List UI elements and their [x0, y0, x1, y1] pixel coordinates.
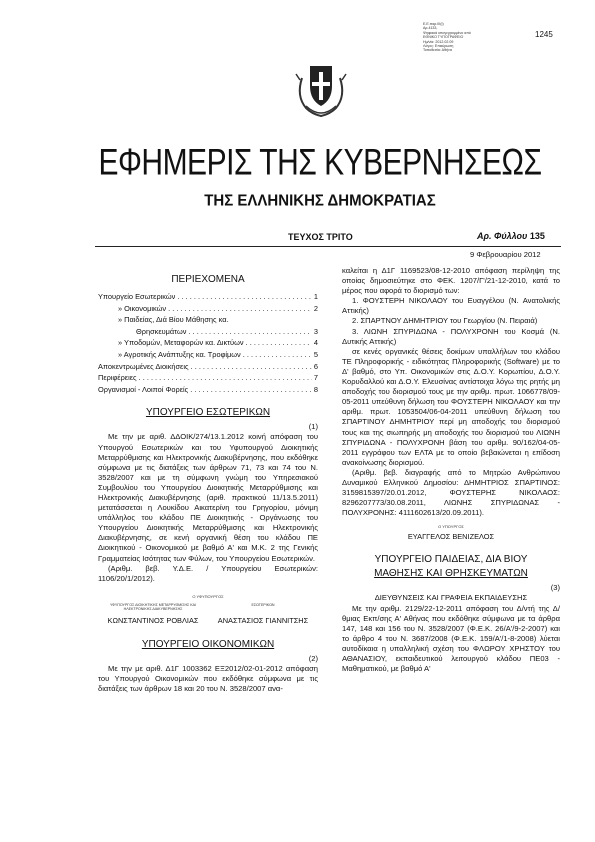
- section1-title: [98, 407, 318, 418]
- stamp-line: Ημ/νία: 2012.02.09: [423, 39, 454, 44]
- toc-list: [98, 291, 318, 395]
- sig-right-sub: ΕΣΩΤΕΡΙΚΩΝ: [251, 602, 275, 607]
- section3-title-line2: ΜΑΘΗΣΗΣ ΚΑΙ ΘΡΗΣΚΕΥΜΑΤΩΝ: [374, 568, 528, 580]
- sheet-label: Αρ. Φύλλου: [477, 231, 528, 241]
- section1-body: [98, 422, 318, 584]
- toc-heading: ΠΕΡΙΕΧΟΜΕΝΑ: [171, 274, 245, 285]
- toc-item-label: Υπουργείο Εσωτερικών . . .: [98, 291, 312, 303]
- sheet-number: [477, 231, 545, 241]
- issue-type: ΤΕΥΧΟΣ ΤΡΙΤΟ: [288, 232, 353, 242]
- stamp-line: Ψηφιακά υπογεγραμμένο από: [423, 30, 471, 35]
- section2-title-text: ΥΠΟΥΡΓΕΙΟ ΟΙΚΟΝΟΜΙΚΩΝ: [141, 638, 275, 650]
- top-right-stamp: [423, 22, 481, 53]
- section2-continued: καλείται η Δ1Γ 1169523/08-12-2010 απόφαση περίληψη της οποίας δημοσιεύτηκε στο ΦΕΚ. 1207/Γ'/21-12-2010, κατά το μέρος που αφορά το διορισμό των:: [342, 266, 560, 296]
- sig-left-sub: ΥΦΥΠΟΥΡΓΟΣ ΔΙΟΙΚΗΤΙΚΗΣ ΜΕΤΑΡΡΥΘΜΙΣΗΣ ΚΑΙ ΗΛΕΚΤΡΟΝΙΚΗΣ ΔΙΑΚΥΒΕΡΝΗΣΗΣ: [109, 602, 197, 611]
- toc-item[interactable]: [98, 303, 318, 315]
- section3-subhead: ΔΙΕΥΘΥΝΣΕΙΣ ΚΑΙ ΓΡΑΦΕΙΑ ΕΚΠΑΙΔΕΥΣΗΣ: [374, 593, 528, 603]
- toc-item-label: » Αγροτικής Ανάπτυξης κα. Τροφίμων . . .: [118, 349, 312, 361]
- section3-title: [342, 553, 560, 581]
- section2-item: 2. ΣΠΑΡΤΝΟΥ ΔΗΜΗΤΡΙΟΥ του Γεωργίου (Ν. Πειραιά): [352, 316, 538, 326]
- stamp-line: ΕΘΝΙΚΟ ΤΥΠΟΓΡΑΦΕΙΟ: [423, 35, 464, 40]
- section2-title: [98, 639, 318, 650]
- toc-item[interactable]: [98, 314, 318, 326]
- gazette-subtitle: ΤΗΣ ΕΛΛΗΝΙΚΗΣ ΔΗΜΟΚΡΑΤΙΑΣ: [204, 192, 436, 210]
- section2-number: (2): [308, 653, 318, 663]
- toc-item[interactable]: [98, 361, 318, 373]
- toc-item-label: » Οικονομικών . . .: [118, 303, 312, 315]
- section1-number: (1): [308, 422, 318, 432]
- sig-name: ΕΥΑΓΓΕΛΟΣ ΒΕΝΙΖΕΛΟΣ: [407, 532, 495, 542]
- right-column: [342, 266, 560, 674]
- toc-item-label: Θρησκευμάτων . . .: [136, 326, 312, 338]
- left-column: [98, 266, 318, 694]
- toc-item-label: » Υποδομών, Μεταφορών κα. Δικτύων . . .: [118, 337, 312, 349]
- header-rule: [95, 246, 561, 247]
- sig-grid: [98, 603, 318, 625]
- toc-item[interactable]: [98, 384, 318, 396]
- section2-body-left: [98, 654, 318, 694]
- toc-item-page: 2: [313, 303, 318, 313]
- toc-item[interactable]: [98, 326, 318, 338]
- section3-text: Με την αριθμ. 2129/22-12-2011 απόφαση του Δ/ντή της Δ/θμιας Εκπ/σης Α' Αθήνας που εκδόθηκε σύμφωνα με τα άρθρα 147, 148 και 156 του Ν. 3528/2007 (Φ.Ε.Κ. 26/Α'/9-2-2007) και το άρθρο 4 του Ν. 3687/2008 (Φ.Ε.Κ. 159/Α'/1-8-2008) λύεται αυτοδίκαια η υπαλληλική σχέση του ΦΛΩΡΟΥ ΧΡΗΣΤΟΥ του ΑΘΑΝΑΣΙΟΥ, εκπαιδευτικού λειτουργού κλάδου ΠΕ03 - Μαθηματικού, με βαθμό Α': [342, 603, 560, 674]
- sheet-number-value: 135: [529, 231, 545, 241]
- section3-number: (3): [550, 583, 560, 593]
- section1-text: Με την με αριθ. ΔΔΟΙΚ/274/13.1.2012 κοινή απόφαση του Υπουργού Εσωτερικών και του Υφυπουργού Διοικητικής Μεταρρύθμισης και Ηλεκτρονικής Διακυβέρνησης, που εκδόθηκε σύμφωνα με τις διατάξεις των άρθρων 71, 73 και 74 του Ν. 3528/2007 και με τη σύμφωνη γνώμη του Υπηρεσιακού Συμβουλίου του Υπουργείου Διοικητικής Μεταρρύθμισης και Ηλεκτρονικής Διακυβέρνησης (αριθ. πρακτικού 11/13.5.2011) μετατάσσεται η Λουκίδου Αικατερίνη του Γρηγορίου, μόνιμη υπάλληλος του κλάδου ΠΕ Διοικητικής - Οργάνωσης του Υπουργείου Διοικητικής Μεταρρύθμισης και Ηλεκτρονικής Διακυβέρνησης, σε κενή οργανική θέση του κλάδου ΠΕ Διοικητικού - Οικονομικού με βαθμό Α' και Μ.Κ. 2 της Γενικής Γραμματείας Ισότητας των Φύλων, του Υπουργείου Εσωτερικών.: [98, 432, 318, 563]
- section2-signature: [342, 524, 560, 541]
- section1-signatures: [98, 594, 318, 625]
- toc-item[interactable]: [98, 372, 318, 384]
- toc-item-page: 4: [313, 338, 318, 348]
- stamp-line: Ε.Ε.παρ.ΙΙΙ(Ι): [423, 22, 444, 26]
- stamp-line: Λόγος: Επικύρωση: [423, 44, 454, 49]
- section3-title-line1: ΥΠΟΥΡΓΕΙΟ ΠΑΙΔΕΙΑΣ, ΔΙΑ ΒΙΟΥ: [374, 554, 528, 566]
- stamp-line: Τοποθεσία: Αθήνα: [423, 48, 452, 53]
- toc-item-page: 5: [313, 349, 318, 359]
- toc-item[interactable]: [98, 337, 318, 349]
- section1-title-text: ΥΠΟΥΡΓΕΙΟ ΕΣΩΤΕΡΙΚΩΝ: [145, 407, 271, 419]
- sig-role: Ο ΥΠΟΥΡΓΟΣ: [438, 524, 464, 530]
- section2-text: Με την με αριθ. Δ1Γ 1003362 ΕΞ2012/02-01-2012 απόφαση του Υπουργού Οικονομικών που εκδόθηκε σύμφωνα με τις διατάξεις των άρθρων 18 και 20 του Ν. 3528/2007 ανα-: [98, 663, 318, 694]
- toc-item-label: Οργανισμοί - Λοιποί Φορείς . . .: [98, 384, 312, 396]
- toc-item-page: 7: [313, 373, 318, 383]
- toc-item[interactable]: [98, 291, 318, 303]
- section2-body-right: [342, 266, 560, 518]
- toc-item-page: 1: [313, 292, 318, 301]
- toc-item-label: Περιφέρειες . . .: [98, 372, 312, 384]
- section3-body: [342, 583, 560, 674]
- toc-item-page: 3: [313, 326, 318, 336]
- section2-item: 3. ΛΙΩΝΗ ΣΠΥΡΙΔΩΝΑ - ΠΟΛΥΧΡΟΝΗ του Κοσμά (Ν. Δυτικής Αττικής): [342, 326, 560, 346]
- toc-item-page: 8: [313, 384, 318, 394]
- toc-item-label: Αποκεντρωμένες Διοικήσεις . . .: [98, 361, 312, 373]
- page-number: 1245: [535, 30, 553, 39]
- section2-ref: (Αριθμ. βεβ. διαγραφής από το Μητρώο Ανθρώπινου Δυναμικού Ελληνικού Δημοσίου: ΔΗΜΗΤΡΙΟΣ ΣΠΑΡΤΙΝΟΣ: 3159815397/20.01.2012, ΦΟΥΣΤΕΡΗΣ ΝΙΚΟΛΑΟΣ: 8296207773/30.08.2011, ΛΙΩΝΗΣ ΣΠΥΡΙΔΩΝΑΣ - ΠΟΛΥΧΡΟΝΗΣ: 4111602613/20.09.2011).: [342, 467, 560, 518]
- gazette-title: ΕΦΗΜΕΡΙΣ ΤΗΣ ΚΥΒΕΡΝΗΣΕΩΣ: [98, 142, 542, 184]
- section1-ref: (Αριθμ. βεβ. Υ.Δ.Ε. / Υπουργείου Εσωτερικών: 1106/20/1/2012).: [98, 563, 318, 583]
- toc-item-page: 6: [313, 361, 318, 371]
- toc-item[interactable]: [98, 349, 318, 361]
- section2-item: 1. ΦΟΥΣΤΕΡΗ ΝΙΚΟΛΑΟΥ του Ευαγγέλου (Ν. Ανατολικής Αττικής): [342, 296, 560, 316]
- sig-right-name: ΑΝΑΣΤΑΣΙΟΣ ΓΙΑΝΝΙΤΣΗΣ: [217, 615, 309, 625]
- sig-left-name: ΚΩΝΣΤΑΝΤΙΝΟΣ ΡΟΒΛΙΑΣ: [107, 615, 199, 625]
- sig-role: Ο ΥΦΥΠΟΥΡΓΟΣ: [192, 593, 224, 599]
- stamp-line: Αρ.4133,: [423, 26, 438, 31]
- toc-item-label: » Παιδείας, Διά Βίου Μάθησης κα.: [118, 315, 229, 325]
- issue-date: 9 Φεβρουαρίου 2012: [470, 250, 541, 259]
- coat-of-arms-icon: [292, 56, 350, 122]
- section2-text2: σε κενές οργανικές θέσεις δοκίμων υπαλλήλων του κλάδου ΤΕ Πληροφορικής - ειδικότητας Πληροφορικής (Software) με το Δ' βαθμό, στο Υπ. Οικονομικών στις Δ.Ο.Υ. Κορωπίου, Δ.Ο.Υ. Κορυδαλλού και Δ.Ο.Υ. Ελευσίνας αντίστοιχα λόγω της ρητής μη αποδοχής του διορισμού τους με την αριθμ. πρωτ. 1066778/09-05-2011 υπεύθυνη δήλωση του ΦΟΥΣΤΕΡΗ ΝΙΚΟΛΑΟΥ και την αριθμ. πρωτ. 1053504/06-04-2011 υπεύθυνη δήλωση του ΣΠΑΡΤΙΝΟΥ ΔΗΜΗΤΡΙΟΥ περί μη αποδοχής του διορισμού τους και της σιωπηρής μη αποδοχής του διορισμού του ΛΙΩΝΗ ΣΠΥΡΙΔΩΝΑ - ΠΟΛΥΧΡΟΝΗ βάση του αριθμ. 90/162/04-05-2011 εγγράφου των ΕΛΤΑ με το οποίο βεβαιώνεται η επίδοση ανακοίνωσης διορισμού.: [342, 346, 560, 467]
